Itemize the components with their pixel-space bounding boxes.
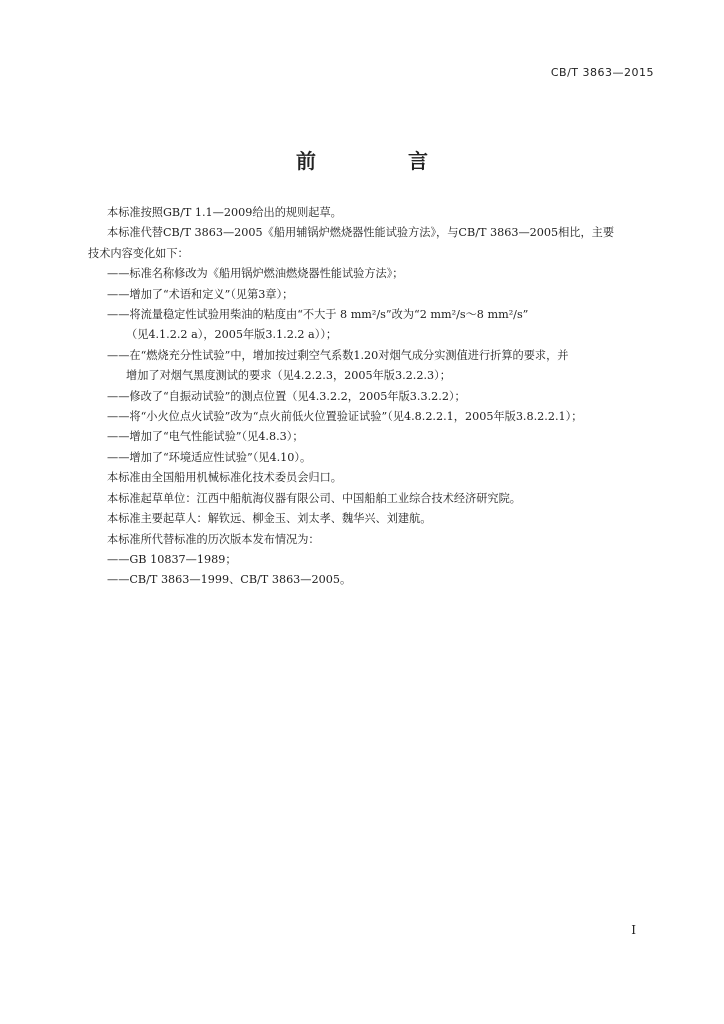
list-item: ——增加了“电气性能试验”（见4.8.3）； (107, 430, 304, 444)
page-number: I (631, 923, 636, 937)
list-item: ——修改了“自振动试验”的测点位置（见4.3.2.2，2005年版3.3.2.2）； (107, 389, 466, 403)
list-item-continued: （见4.1.2.2 a），2005年版3.1.2.2 a））； (126, 328, 338, 342)
paragraph-replacement-continued: 技术内容变化如下： (88, 246, 189, 260)
list-item: ——标准名称修改为《船用锅炉燃油燃烧器性能试验方法》； (107, 267, 404, 281)
paragraph-replacement: 本标准代替CB/T 3863—2005《船用辅锅炉燃烧器性能试验方法》，与CB/T 3863—2005相比，主要 (107, 226, 615, 240)
standard-code: CB/T 3863—2015 (550, 66, 654, 79)
paragraph-responsible-committee: 本标准由全国船用机械标准化技术委员会归口。 (107, 471, 342, 485)
list-item: ——将流量稳定性试验用柴油的粘度由“不大于 8 mm²/s”改为“2 mm²/s～8 mm²/s” (107, 308, 529, 322)
list-item: ——CB/T 3863—1999、CB/T 3863—2005。 (107, 573, 352, 587)
list-item: ——将“小火位点火试验”改为“点火前低火位置验证试验”（见4.8.2.2.1，2005年版3.8.2.2.1）； (107, 410, 583, 424)
paragraph-drafting-rule: 本标准按照GB/T 1.1—2009给出的规则起草。 (107, 206, 342, 219)
list-item: ——增加了“环境适应性试验”（见4.10）。 (107, 450, 312, 464)
paragraph-drafting-units: 本标准起草单位：江西中船航海仪器有限公司、中国船舶工业综合技术经济研究院。 (107, 491, 521, 505)
list-item: ——增加了“术语和定义”（见第3章）； (107, 287, 294, 301)
page-title: 前 言 (296, 149, 464, 173)
list-item-continued: 增加了对烟气黑度测试的要求（见4.2.2.3，2005年版3.2.2.3）； (126, 369, 451, 383)
paragraph-drafters: 本标准主要起草人：解钦远、柳金玉、刘太孝、魏华兴、刘建航。 (107, 512, 432, 526)
paragraph-previous-editions: 本标准所代替标准的历次版本发布情况为： (107, 532, 320, 546)
list-item: ——GB 10837—1989； (107, 552, 237, 566)
document-body (88, 203, 654, 591)
list-item: ——在“燃烧充分性试验”中，增加按过剩空气系数1.20对烟气成分实测值进行折算的要求，并 (107, 348, 569, 362)
